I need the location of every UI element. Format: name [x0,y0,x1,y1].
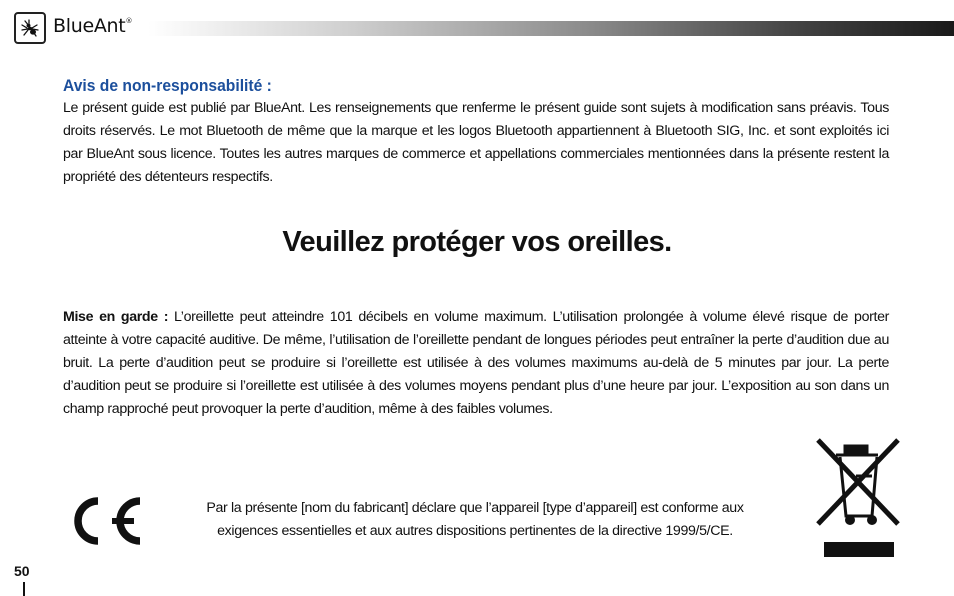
brand-name: BlueAnt® [53,15,133,37]
header-gradient-bar [148,21,954,36]
crossed-out-bin-icon [812,436,904,560]
hearing-title: Veuillez protéger vos oreilles. [282,226,672,258]
ce-mark-icon [62,492,146,550]
brand-logo-box [14,12,46,44]
page-number: 50 [14,563,30,579]
warning-text: L’oreillette peut atteindre 101 décibels en volume maximum. L’utilisation prolongée à volume élevé risque de porter atteinte à votre capacité auditive. De même, l’utilisation de l’oreillette pendant de longues périodes peut entraîner la perte d’audition due au bruit. La perte d’audition peut se produire si l’oreillette est utilisée à des volumes maximums au-delà de 5 minutes par jour. La perte d’audition peut se produire si l’oreillette est utilisée à des volumes moyens pendant plus d’une heure par jour. L’exposition au son dans un champ rapproché peut provoquer la perte d’audition, même à des faibles volumes. [63,309,889,417]
hearing-warning [63,306,889,421]
disclaimer-text: Le présent guide est publié par BlueAnt. Les renseignements que renferme le présent guide sont sujets à modification sans préavis. Tous droits réservés. Le mot Bluetooth de même que la marque et les logos Bluetooth appartiennent à Bluetooth SIG, Inc. et sont exploités ici par BlueAnt sous licence. Toutes les autres marques de commerce et appellations commerciales mentionnées dans la présente restent la propriété des détenteurs respectifs. [63,100,889,185]
declaration-text: Par la présente [nom du fabricant] déclare que l’appareil [type d’appareil] est conforme aux exigences essentielles et aux autres dispositions pertinentes de la directive 1999/5/CE. [206,500,744,539]
disclaimer-title: Avis de non-responsabilité : [63,76,272,95]
page-tick-mark [23,582,25,596]
ant-icon [18,16,42,40]
warning-label: Mise en garde : [63,309,169,325]
